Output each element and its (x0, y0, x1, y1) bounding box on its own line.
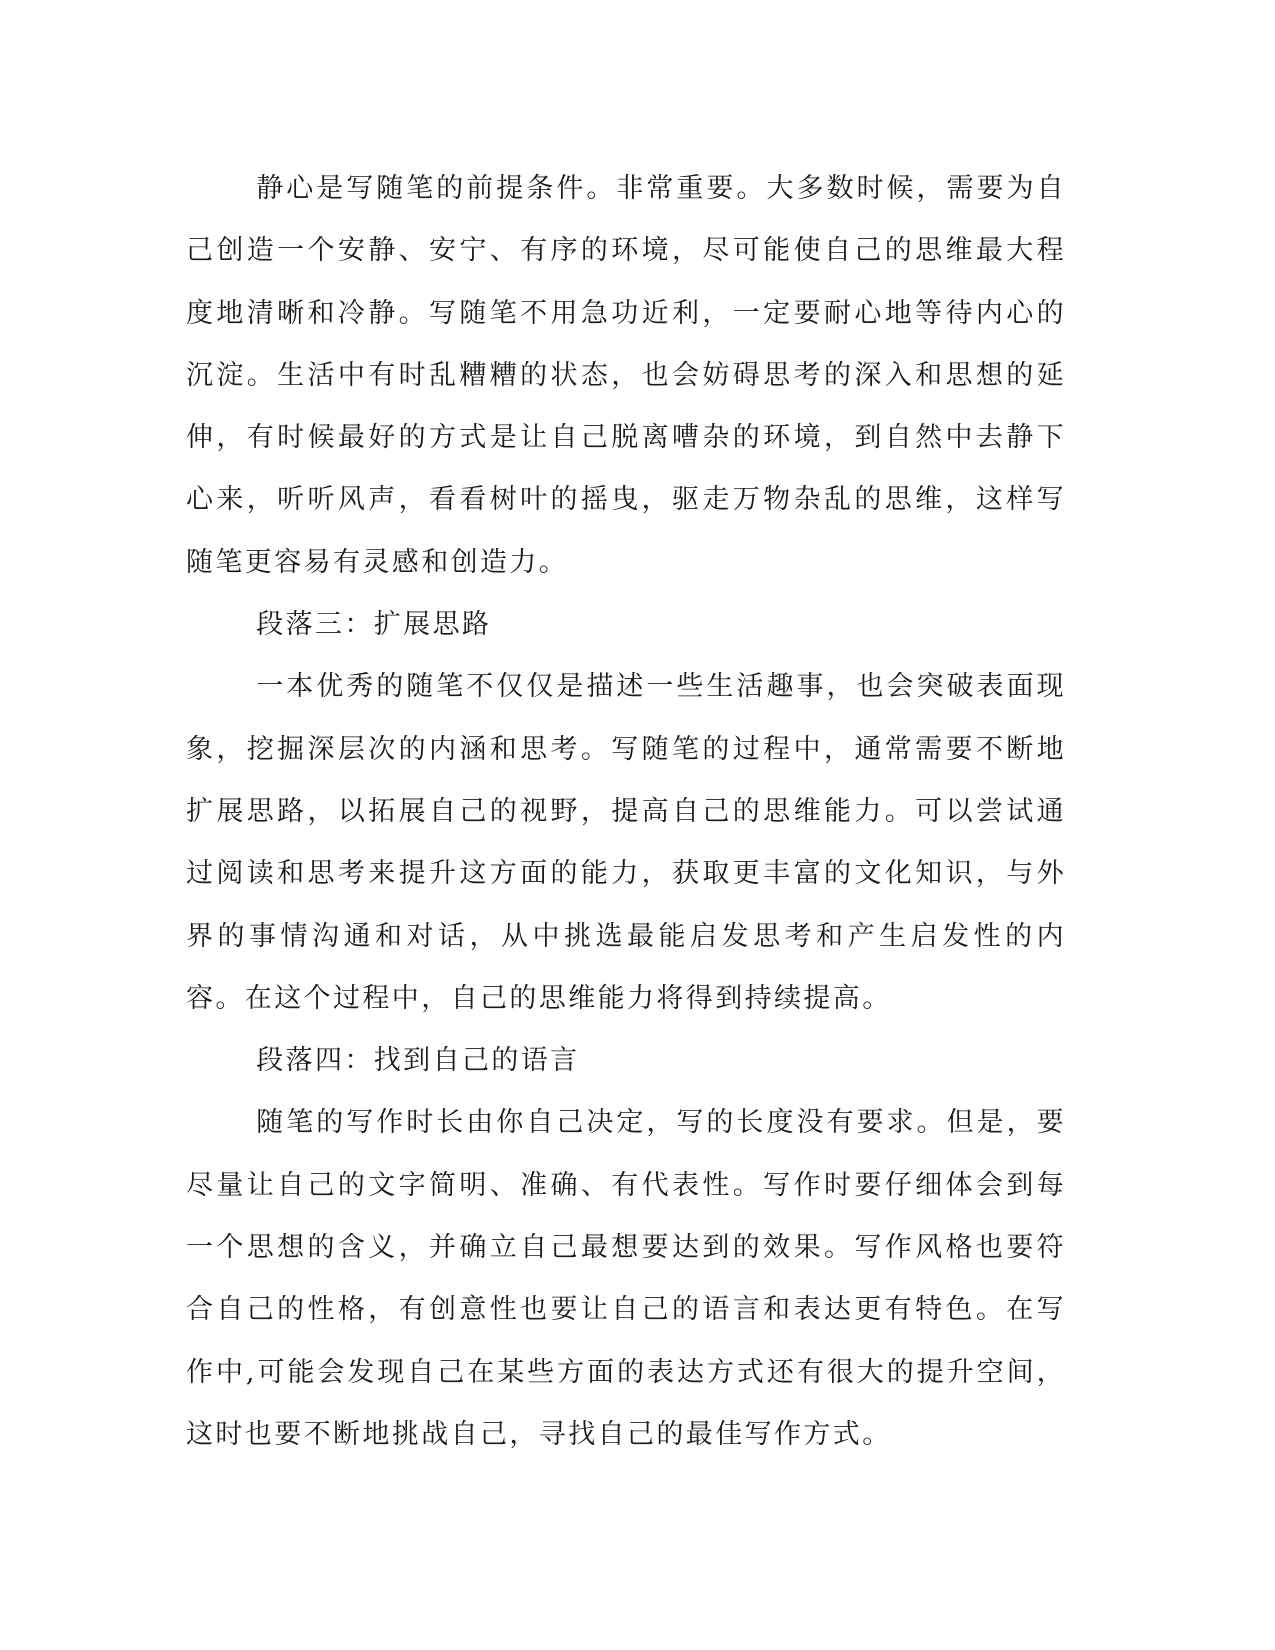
document-body (186, 158, 1066, 1466)
paragraph-own-language: 随笔的写作时长由你自己决定，写的长度没有要求。但是，要尽量让自己的文字简明、准确、有代表性。写作时要仔细体会到每一个思想的含义，并确立自己最想要达到的效果。写作风格也要符合自己的性格，有创意性也要让自己的语言和表达更有特色。在写作中,可能会发现自己在某些方面的表达方式还有很大的提升空间，这时也要不断地挑战自己，寻找自己的最佳写作方式。 (186, 1107, 1066, 1450)
paragraph-calm-mind: 静心是写随笔的前提条件。非常重要。大多数时候，需要为自己创造一个安静、安宁、有序的环境，尽可能使自己的思维最大程度地清晰和冷静。写随笔不用急功近利，一定要耐心地等待内心的沉淀。生活中有时乱糟糟的状态，也会妨碍思考的深入和思想的延伸，有时候最好的方式是让自己脱离嘈杂的环境，到自然中去静下心来，听听风声，看看树叶的摇曳，驱走万物杂乱的思维，这样写随笔更容易有灵感和创造力。 (186, 173, 1066, 578)
paragraph-expand-thinking: 一本优秀的随笔不仅仅是描述一些生活趣事，也会突破表面现象，挖掘深层次的内涵和思考。写随笔的过程中，通常需要不断地扩展思路，以拓展自己的视野，提高自己的思维能力。可以尝试通过阅读和思考来提升这方面的能力，获取更丰富的文化知识，与外界的事情沟通和对话，从中挑选最能启发思考和产生启发性的内容。在这个过程中，自己的思维能力将得到持续提高。 (186, 671, 1066, 1014)
section-heading-3: 段落三：扩展思路 (256, 609, 492, 641)
section-heading-4: 段落四：找到自己的语言 (256, 1045, 580, 1077)
